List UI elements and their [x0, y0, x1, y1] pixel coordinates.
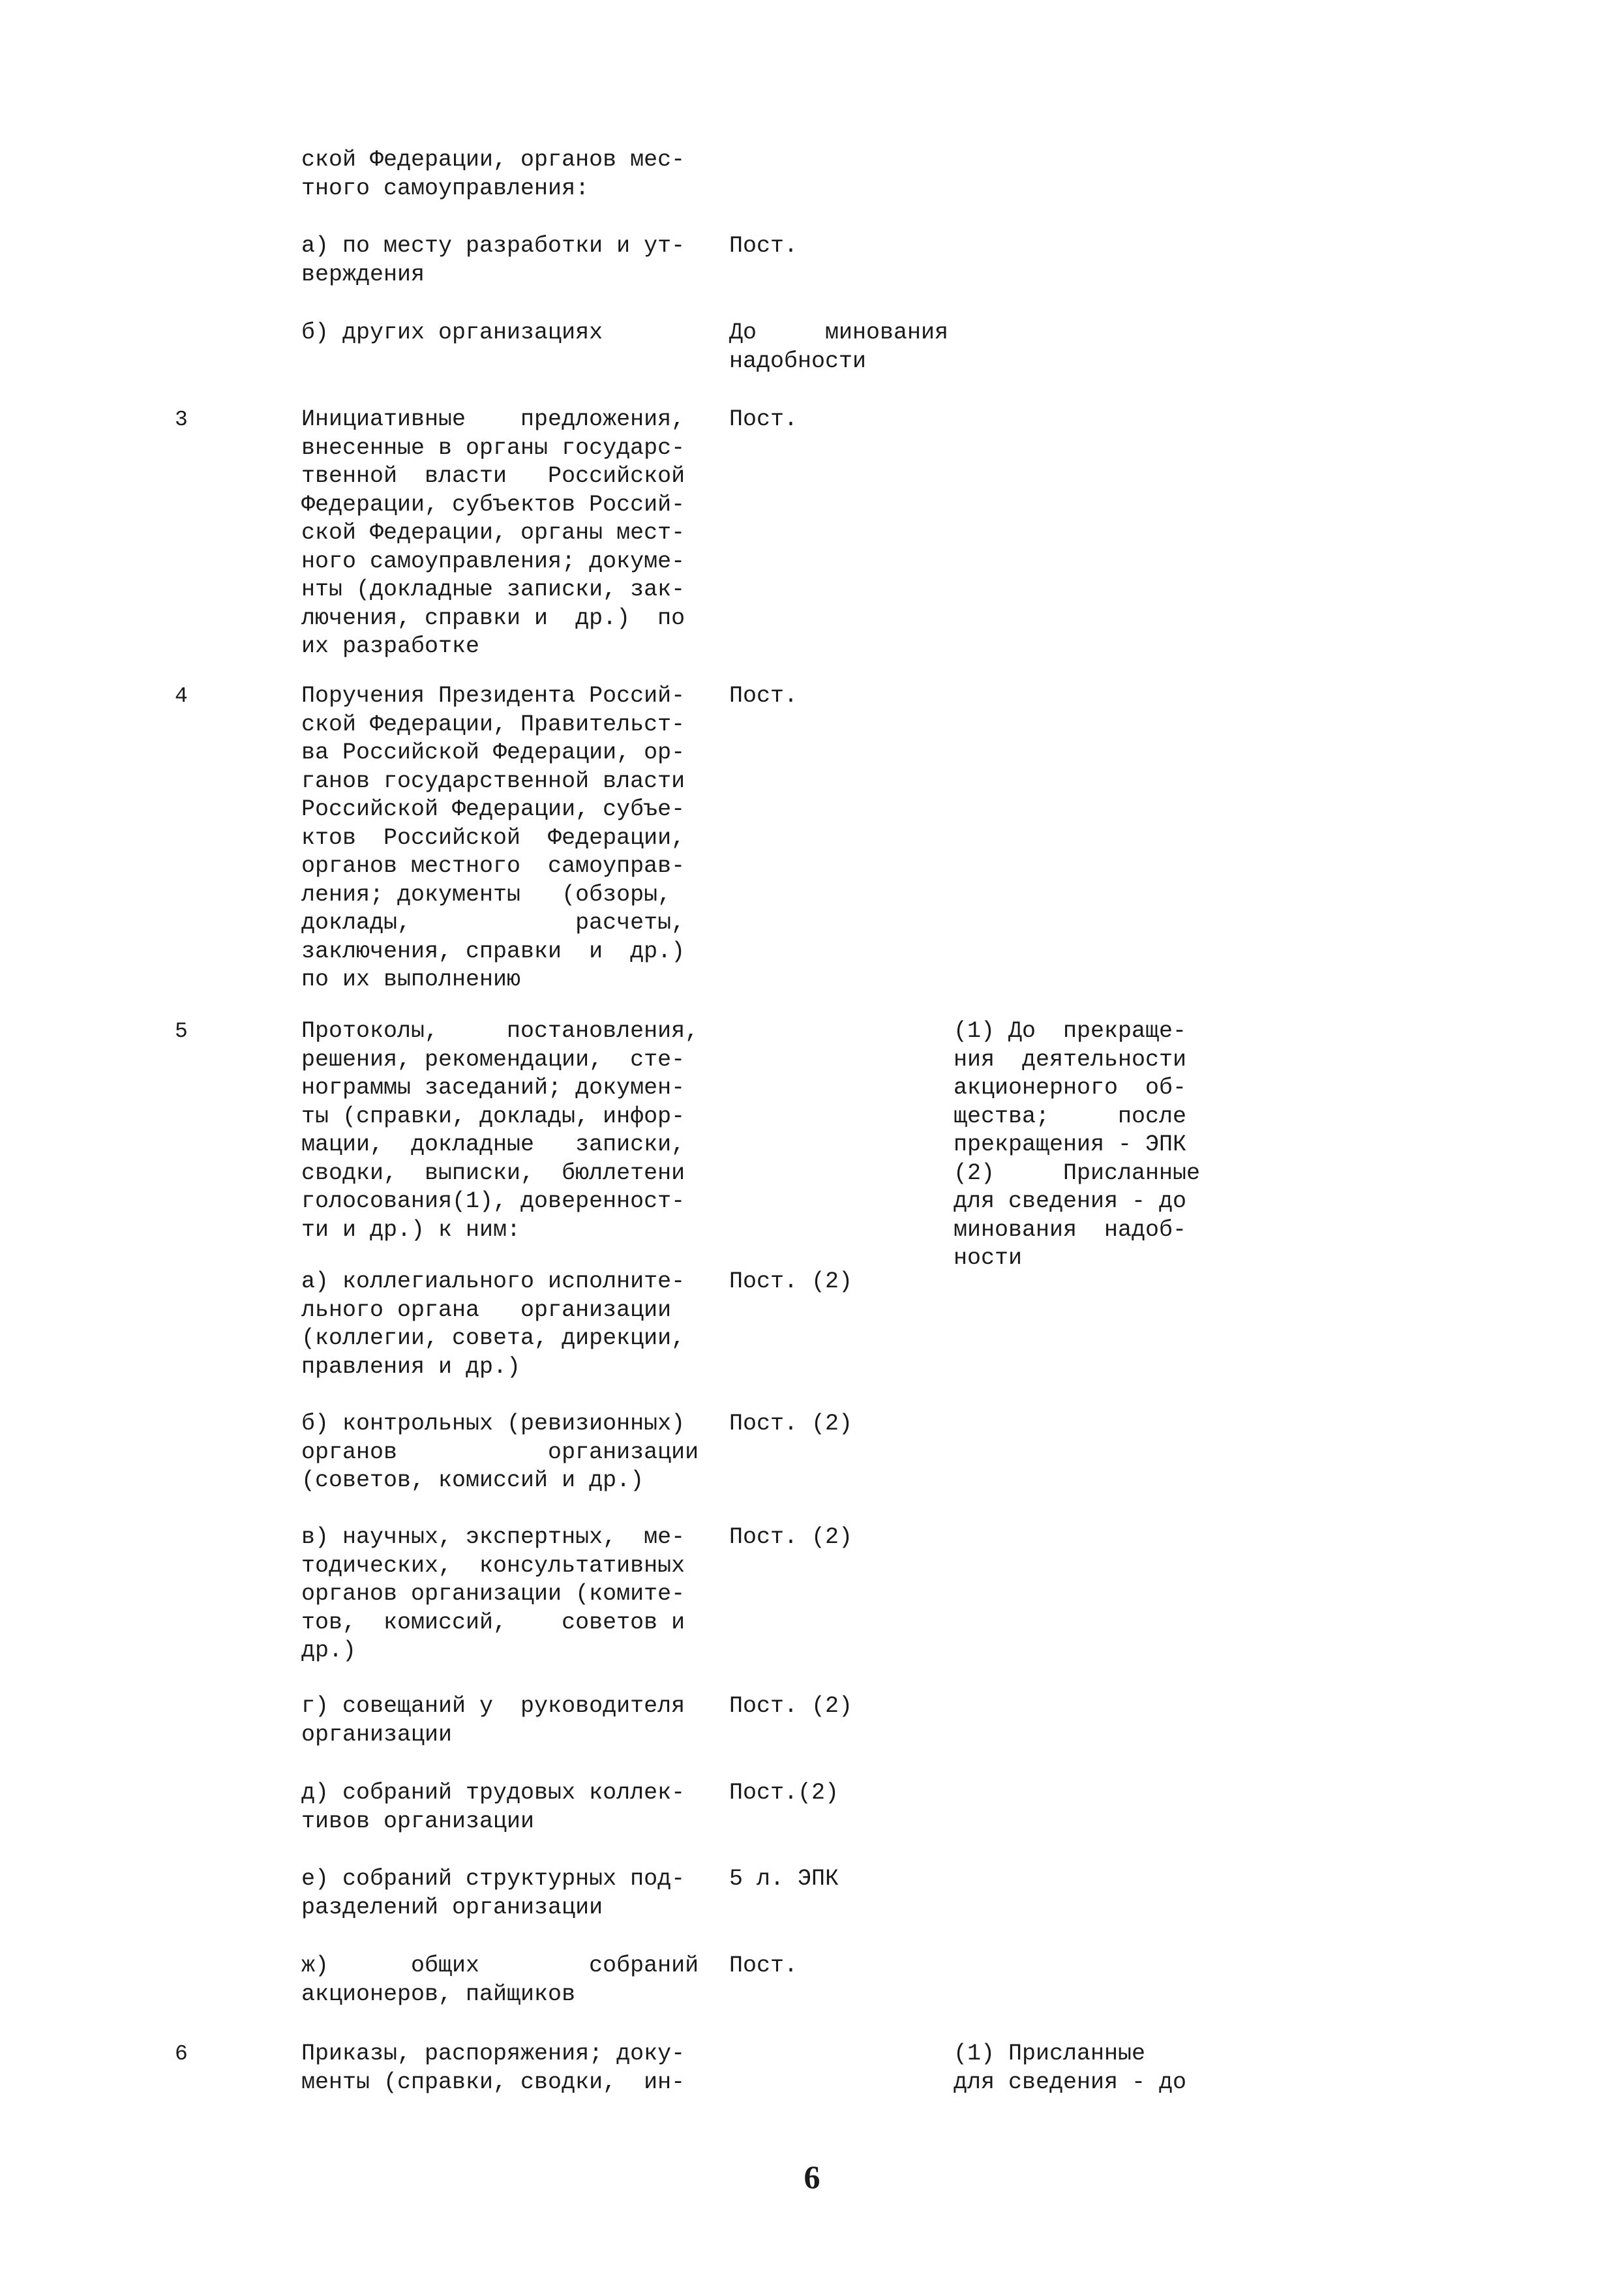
item-number: 3 — [175, 408, 188, 432]
item-description: в) научных, экспертных, ме- тодических, консультативных органов организации (комите- тов, комиссий, советов и др.) — [301, 1524, 685, 1664]
item-description: Поручения Президента Россий- ской Федерации, Правительст- ва Российской Федерации, ор- ганов государственной власти Российской Федерации, субъе- ктов Российской Федерации, органов местного самоуправ- ления; документы (обзоры, доклады, расчеты, заключения, справки и др.) по их выполнению — [301, 683, 685, 993]
item-retention-term: До минования надобности — [729, 320, 949, 374]
item-description: б) других организациях — [301, 320, 603, 346]
item-description: а) по месту разработки и ут- верждения — [301, 233, 685, 288]
item-description: д) собраний трудовых коллек- тивов организации — [301, 1780, 685, 1834]
item-retention-term: Пост. (2) — [729, 1524, 853, 1550]
item-retention-term: Пост. (2) — [729, 1411, 853, 1437]
item-description: а) коллегиального исполните- льного органа организации (коллегии, совета, дирекции, правления и др.) — [301, 1268, 685, 1380]
item-number: 6 — [175, 2042, 188, 2066]
item-description: е) собраний структурных под- разделений организации — [301, 1866, 685, 1921]
item-retention-term: Пост.(2) — [729, 1780, 839, 1806]
item-retention-term: 5 л. ЭПК — [729, 1866, 839, 1892]
item-description: б) контрольных (ревизионных) органов организации (советов, комиссий и др.) — [301, 1411, 699, 1493]
item-description: ж) общих собраний акционеров, пайщиков — [301, 1953, 699, 2007]
item-description: Приказы, распоряжения; доку- менты (справки, сводки, ин- — [301, 2041, 685, 2095]
item-retention-term: Пост. — [729, 1953, 798, 1979]
item-note: (1) Присланные для сведения - до — [954, 2041, 1187, 2095]
page-number: 6 — [804, 2159, 820, 2195]
item-number: 5 — [175, 1019, 188, 1043]
item-retention-term: Пост. (2) — [729, 1268, 853, 1295]
item-description: Протоколы, постановления, решения, рекомендации, сте- нограммы заседаний; докумен- ты (справки, доклады, инфор- мации, докладные записки, сводки, выписки, бюллетени голосования(1), доверенност- ти и др.) к ним: — [301, 1018, 699, 1243]
item-retention-term: Пост. — [729, 406, 798, 432]
item-description: Инициативные предложения, внесенные в органы государс- твенной власти Российской Федерации, субъектов Россий- ской Федерации, органы мест- ного самоуправления; докуме- нты (докладные записки, зак- лючения, справки и др.) по их разработке — [301, 406, 685, 659]
item-number: 4 — [175, 684, 188, 708]
item-retention-term: Пост. — [729, 233, 798, 259]
item-description: ской Федерации, органов мес- тного самоуправления: — [301, 147, 685, 202]
item-description: г) совещаний у руководителя организации — [301, 1693, 685, 1748]
item-note: (1) До прекраще- ния деятельности акционерного об- щества; после прекращения - ЭПК (2) Присланные для сведения - до минования надоб- ности — [954, 1018, 1201, 1271]
item-retention-term: Пост. — [729, 683, 798, 709]
item-retention-term: Пост. (2) — [729, 1693, 853, 1719]
